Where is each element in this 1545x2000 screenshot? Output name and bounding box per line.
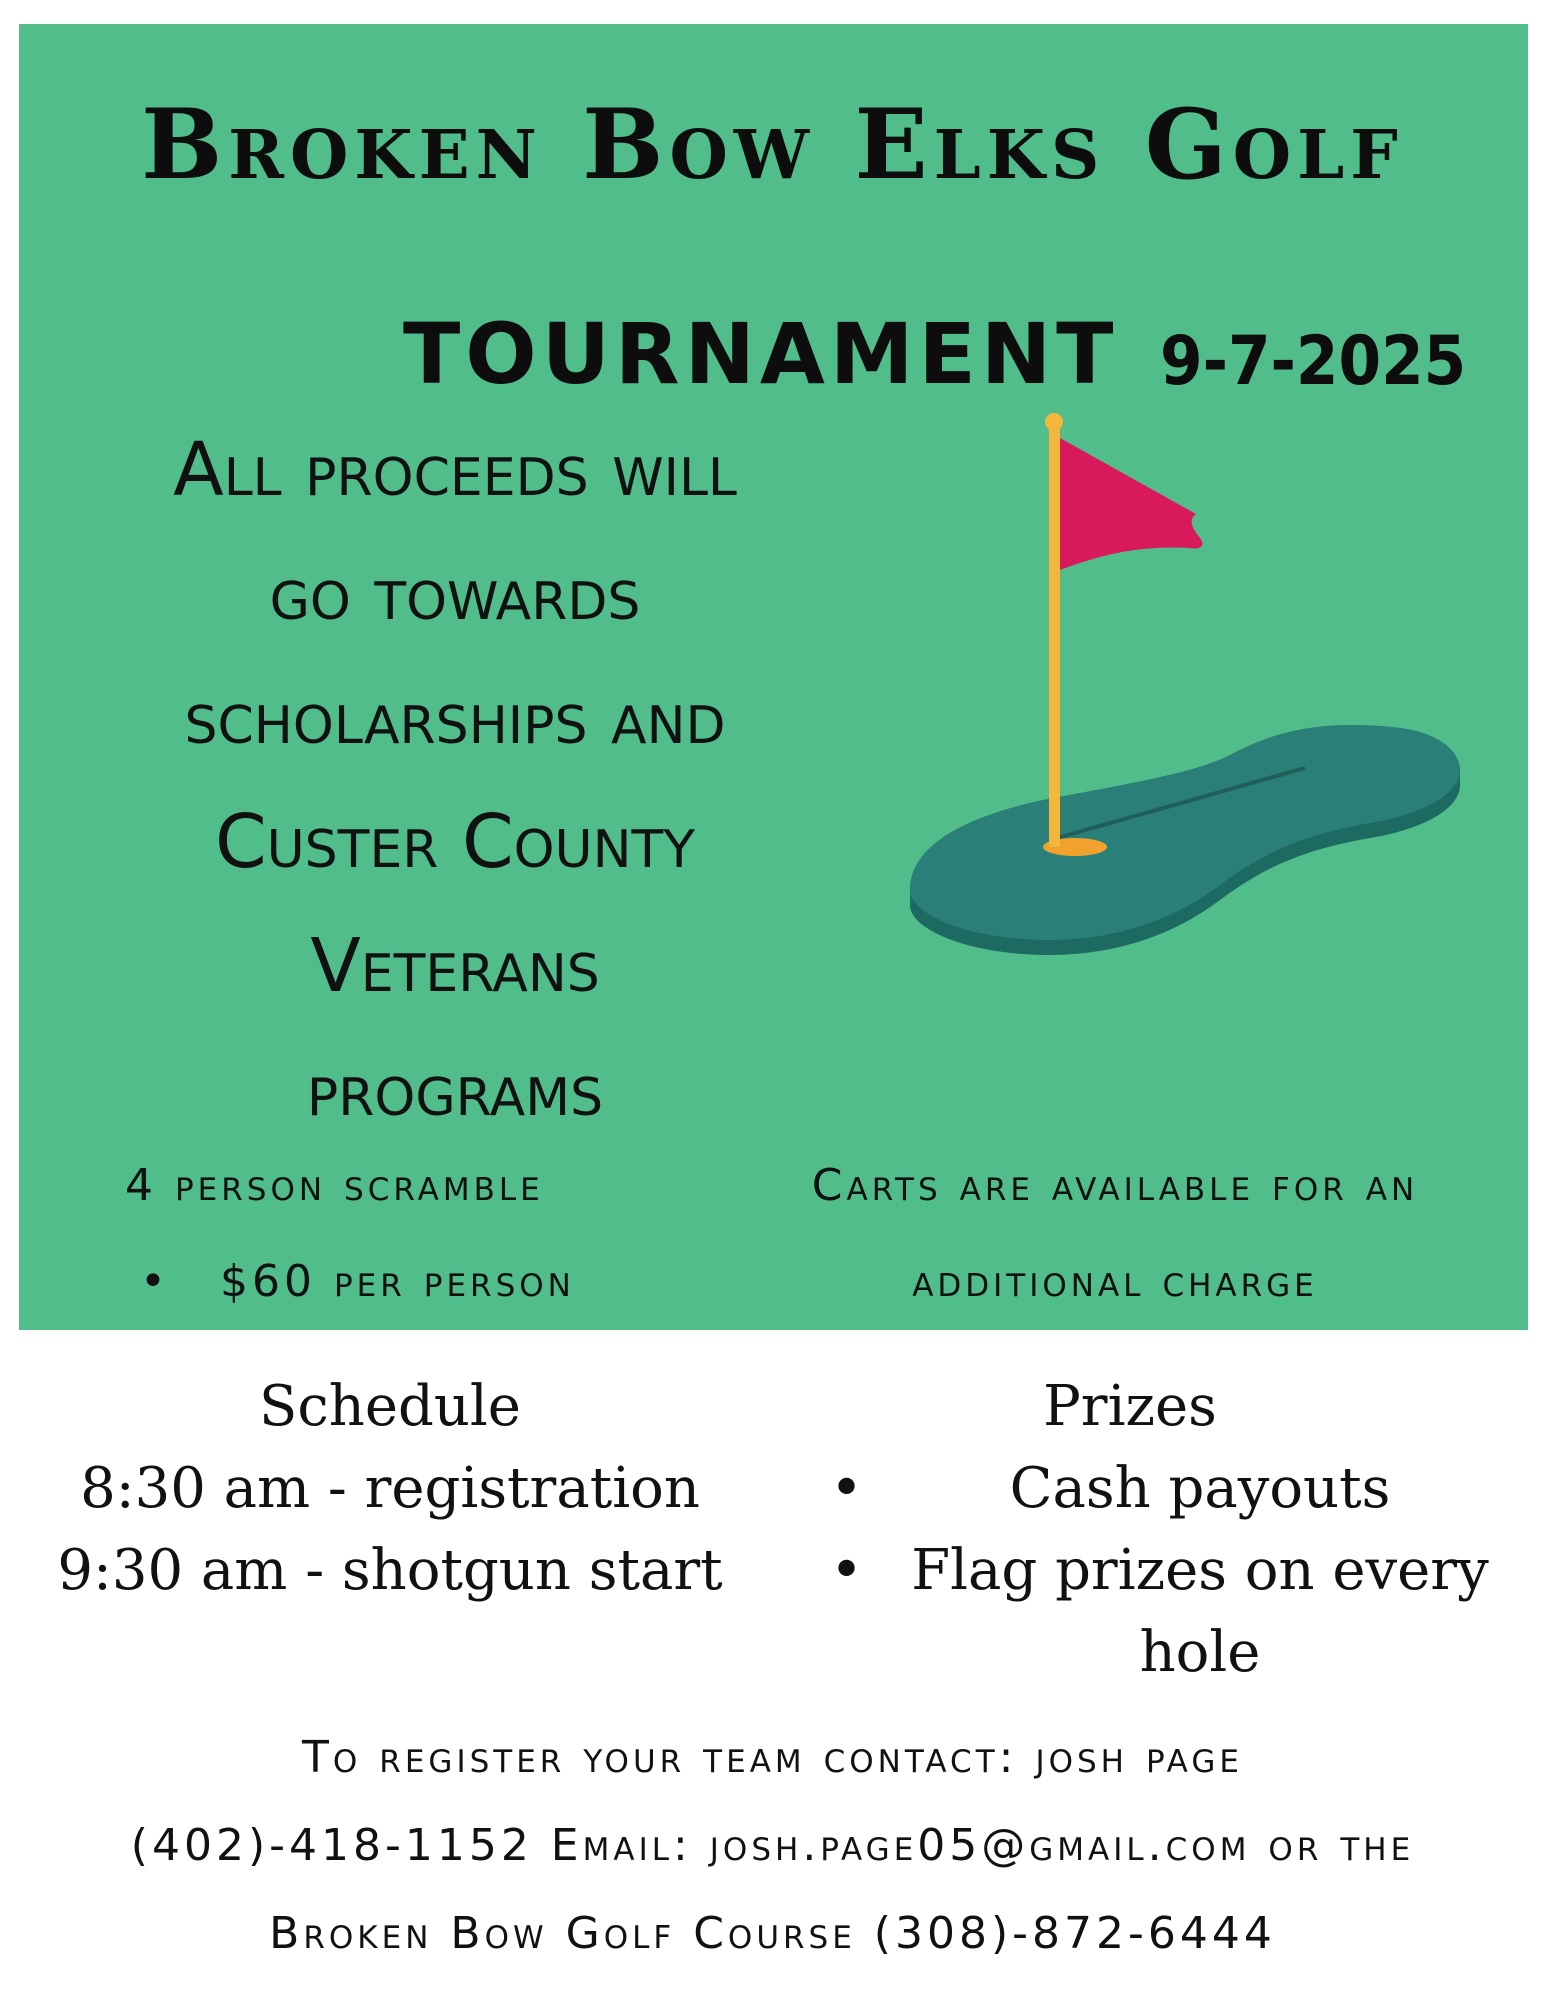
prize-text: Flag prizes on every hole <box>911 1538 1489 1685</box>
prizes-heading: Prizes <box>1043 1374 1217 1439</box>
bullet-icon: • <box>140 1256 170 1307</box>
bullet-icon: • <box>830 1456 864 1521</box>
flag-pole <box>1049 422 1060 847</box>
prize-text: Cash payouts <box>1009 1456 1391 1521</box>
schedule-item: 9:30 am - shotgun start <box>57 1538 723 1603</box>
contact-line-3: Broken Bow Golf Course (308)-872-6444 <box>269 1908 1276 1959</box>
price-text: $60 per person <box>220 1256 575 1307</box>
proceeds-line: All proceeds will <box>173 427 737 513</box>
proceeds-line: Veterans <box>310 923 600 1009</box>
carts-info <box>720 1160 1510 1352</box>
schedule-section <box>0 1366 780 1612</box>
proceeds-statement <box>60 408 850 1152</box>
prize-item <box>810 1530 1500 1694</box>
proceeds-line: scholarships and <box>184 675 726 761</box>
bullet-icon: • <box>830 1538 864 1603</box>
event-date: 9-7-2025 <box>1160 322 1467 401</box>
pole-top <box>1045 413 1063 431</box>
flag-cloth <box>1060 438 1202 570</box>
prizes-section <box>810 1366 1540 1694</box>
prize-item <box>810 1448 1500 1530</box>
golf-flag-icon <box>900 410 1460 990</box>
proceeds-line: Custer County <box>214 799 696 885</box>
title-line-2: TOURNAMENT <box>403 305 1119 403</box>
price-line <box>140 1256 575 1307</box>
schedule-heading: Schedule <box>259 1374 521 1439</box>
carts-line-2: additional charge <box>912 1256 1318 1307</box>
proceeds-line: programs <box>306 1047 604 1133</box>
contact-line-1: To register your team contact: josh page <box>302 1732 1243 1783</box>
carts-line-1: Carts are available for an <box>811 1160 1419 1211</box>
contact-line-2: (402)-418-1152 Email: josh.page05@gmail.com or the <box>130 1820 1415 1871</box>
schedule-item: 8:30 am - registration <box>80 1456 700 1521</box>
contact-info <box>0 1714 1545 1978</box>
title-line-1: Broken Bow Elks Golf <box>141 88 1404 201</box>
proceeds-line: go towards <box>269 551 641 637</box>
format-line: 4 person scramble <box>125 1160 544 1211</box>
